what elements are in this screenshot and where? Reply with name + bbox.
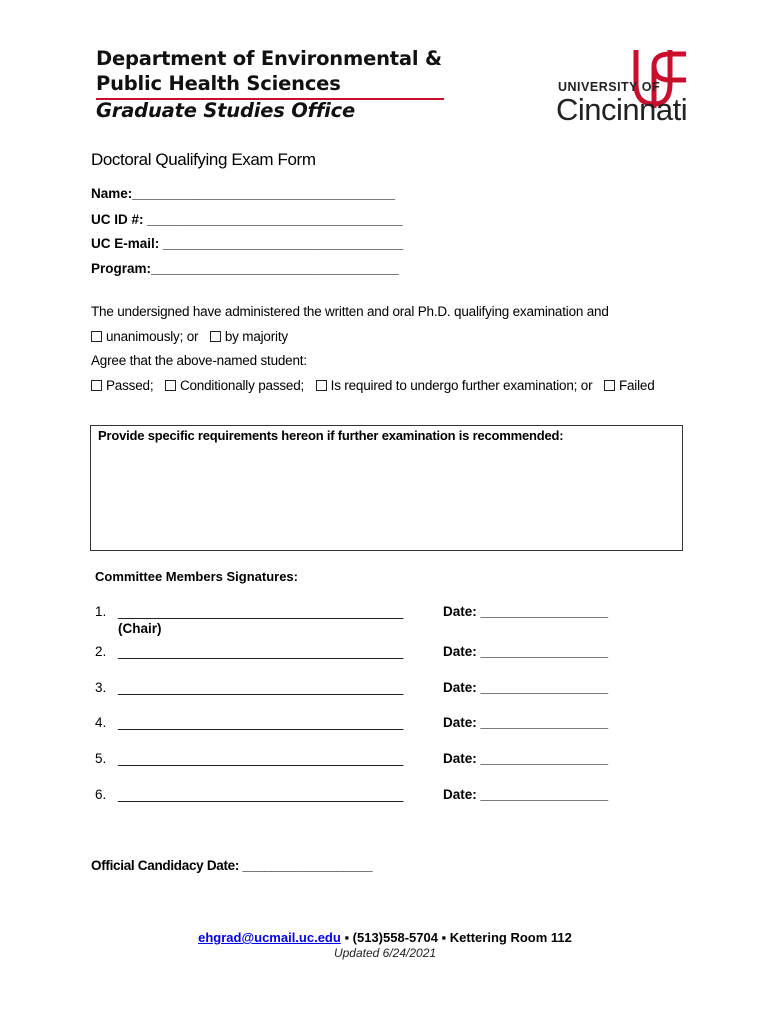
agree-text: Agree that the above-named student:: [91, 353, 307, 368]
signature-line[interactable]: ______________________________________: [118, 715, 404, 730]
result-further-exam[interactable]: Is required to undergo further examination; or: [316, 378, 593, 393]
office-name: Graduate Studies Office: [96, 99, 356, 122]
logo-university-of: UNIVERSITY OF: [558, 80, 661, 94]
signature-line[interactable]: ______________________________________: [118, 644, 404, 659]
checkbox-icon[interactable]: [91, 380, 102, 391]
uc-email-label: UC E-mail:: [91, 236, 160, 251]
uc-email-line[interactable]: ________________________________: [163, 236, 404, 251]
department-line-1: Department of Environmental &: [96, 47, 442, 70]
program-line[interactable]: _________________________________: [151, 261, 399, 276]
uc-email-field[interactable]: [91, 236, 403, 251]
signature-number: 3.: [95, 680, 107, 695]
signature-date[interactable]: Date: _________________: [443, 644, 609, 659]
signature-date[interactable]: Date: _________________: [443, 715, 609, 730]
vote-majority[interactable]: by majority: [210, 329, 288, 344]
name-line[interactable]: ___________________________________: [132, 186, 396, 201]
vote-options: [91, 329, 296, 344]
result-failed[interactable]: Failed: [604, 378, 655, 393]
name-field[interactable]: [91, 186, 395, 201]
department-line-2: Public Health Sciences: [96, 72, 341, 95]
checkbox-icon[interactable]: [604, 380, 615, 391]
checkbox-icon[interactable]: [91, 331, 102, 342]
updated-date: Updated 6/24/2021: [333, 946, 437, 960]
contact-info: ▪ (513)558-5704 ▪ Kettering Room 112: [340, 930, 572, 945]
checkbox-icon[interactable]: [316, 380, 327, 391]
signature-number: 5.: [95, 751, 107, 766]
intro-text: The undersigned have administered the written and oral Ph.D. qualifying examination and: [91, 304, 609, 319]
footer-contact: [0, 930, 770, 945]
signature-line[interactable]: ______________________________________: [118, 751, 404, 766]
candidacy-date-field[interactable]: Official Candidacy Date: __________________: [91, 858, 373, 873]
uc-id-field[interactable]: [91, 212, 403, 227]
signature-number: 2.: [95, 644, 107, 659]
signature-date[interactable]: Date: _________________: [443, 604, 609, 619]
signature-line[interactable]: ______________________________________: [118, 604, 404, 619]
signature-line[interactable]: ______________________________________: [118, 787, 404, 802]
department-name: [96, 46, 442, 96]
chair-label: (Chair): [118, 621, 162, 636]
vote-unanimously[interactable]: unanimously; or: [91, 329, 198, 344]
result-options: [91, 378, 663, 393]
result-conditionally-passed[interactable]: Conditionally passed;: [165, 378, 304, 393]
committee-label: Committee Members Signatures:: [95, 569, 298, 584]
signature-line[interactable]: ______________________________________: [118, 680, 404, 695]
signature-date[interactable]: Date: _________________: [443, 751, 609, 766]
signature-date[interactable]: Date: _________________: [443, 680, 609, 695]
signature-number: 6.: [95, 787, 107, 802]
program-field[interactable]: [91, 261, 399, 276]
checkbox-icon[interactable]: [165, 380, 176, 391]
logo-cincinnati: Cincinnati: [556, 92, 688, 127]
program-label: Program:: [91, 261, 152, 276]
signature-number: 1.: [95, 604, 107, 619]
signature-date[interactable]: Date: _________________: [443, 787, 609, 802]
email-link[interactable]: ehgrad@ucmail.uc.edu: [198, 930, 341, 945]
checkbox-icon[interactable]: [210, 331, 221, 342]
result-passed[interactable]: Passed;: [91, 378, 153, 393]
requirements-label: Provide specific requirements hereon if further examination is recommended:: [98, 428, 564, 443]
form-title: Doctoral Qualifying Exam Form: [91, 150, 316, 169]
signature-number: 4.: [95, 715, 107, 730]
name-label: Name:: [91, 186, 133, 201]
requirements-box[interactable]: [90, 425, 683, 551]
uc-id-label: UC ID #:: [91, 212, 144, 227]
uc-id-line[interactable]: __________________________________: [147, 212, 403, 227]
